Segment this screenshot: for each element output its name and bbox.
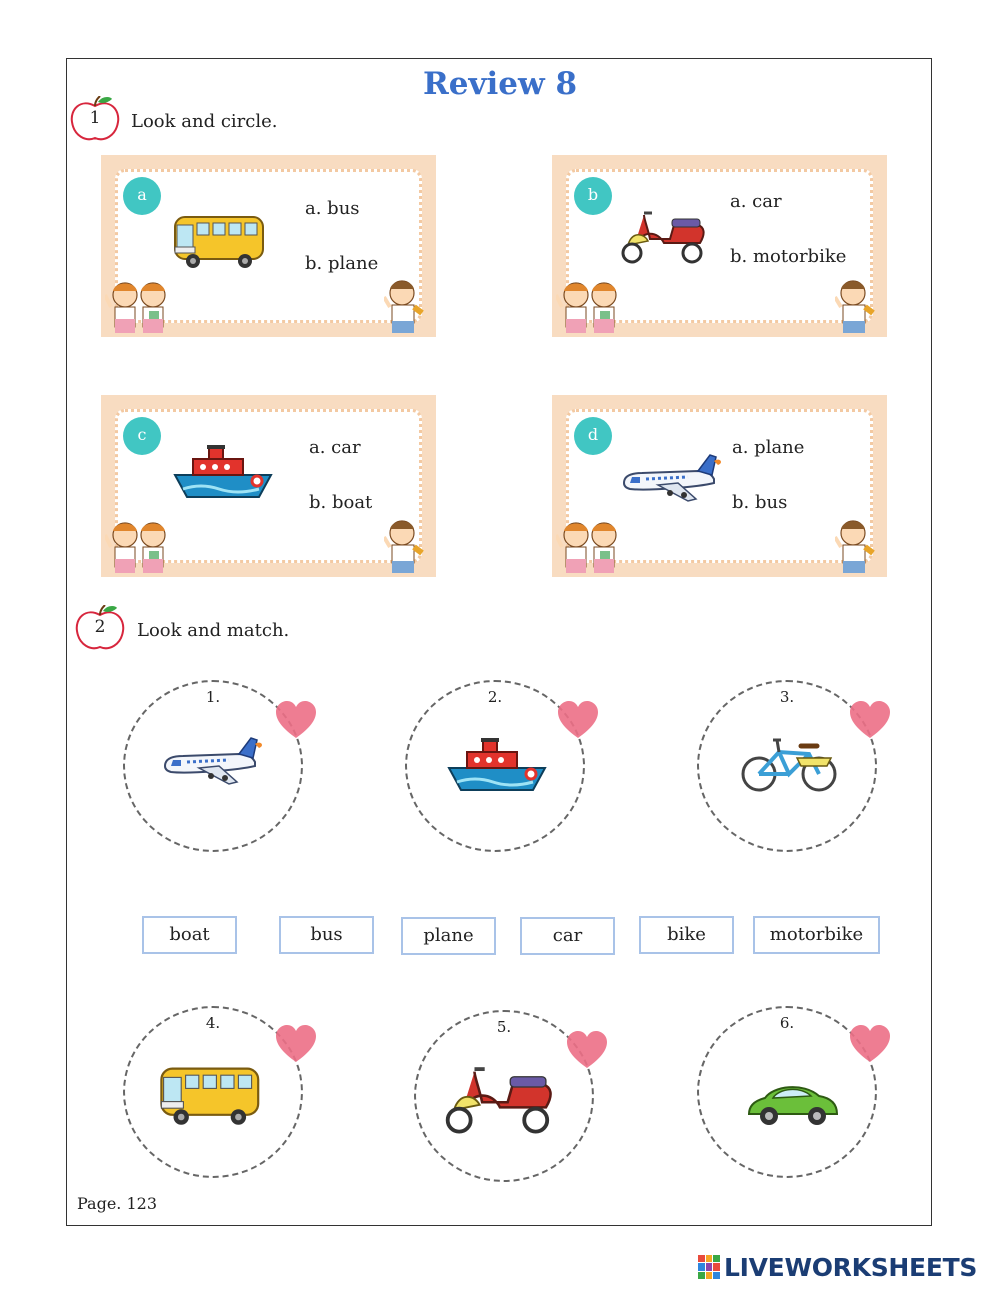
heart-icon	[848, 1024, 892, 1064]
card-badge: b	[574, 177, 612, 215]
section-1-instruction: Look and circle.	[131, 111, 278, 132]
picture-number: 3.	[779, 688, 795, 706]
heart-icon	[274, 1024, 318, 1064]
heart-icon	[565, 1030, 609, 1070]
brand-logo	[698, 1252, 977, 1282]
card-badge: d	[574, 417, 612, 455]
kids-illustration-icon	[556, 517, 622, 575]
word-box-plane[interactable]: plane	[401, 917, 496, 955]
circle-card-a	[101, 155, 436, 337]
picture-number: 4.	[205, 1014, 221, 1032]
boy-illustration-icon	[835, 277, 877, 335]
option-a[interactable]: a. car	[309, 437, 361, 458]
section-2-number-badge	[75, 605, 125, 651]
boat-icon	[445, 738, 551, 794]
option-b[interactable]: b. motorbike	[730, 246, 847, 267]
card-badge: c	[123, 417, 161, 455]
car-icon	[743, 1074, 843, 1130]
kids-illustration-icon	[556, 277, 622, 335]
option-a[interactable]: a. plane	[732, 437, 805, 458]
boy-illustration-icon	[384, 277, 426, 335]
section-1-number: 1	[89, 108, 101, 128]
brand-name: LIVEWORKSHEETS	[724, 1252, 978, 1282]
card-badge: a	[123, 177, 161, 215]
bike-icon	[739, 732, 839, 792]
liveworksheets-logo-icon	[698, 1255, 720, 1279]
picture-number: 2.	[487, 688, 503, 706]
heart-icon	[556, 700, 600, 740]
option-a[interactable]: a. car	[730, 191, 782, 212]
bus-icon	[157, 1062, 267, 1128]
plane-icon	[159, 736, 267, 790]
circle-card-c	[101, 395, 436, 577]
kids-illustration-icon	[105, 277, 171, 335]
picture-number: 6.	[779, 1014, 795, 1032]
page-number: Page. 123	[77, 1194, 158, 1213]
picture-number: 1.	[205, 688, 221, 706]
circle-card-d	[552, 395, 887, 577]
page-title: Review 8	[422, 66, 578, 102]
option-b[interactable]: b. plane	[305, 253, 379, 274]
word-box-motorbike[interactable]: motorbike	[753, 916, 880, 954]
word-box-boat[interactable]: boat	[142, 916, 237, 954]
word-box-bus[interactable]: bus	[279, 916, 374, 954]
motorbike-icon	[436, 1064, 564, 1138]
boy-illustration-icon	[384, 517, 426, 575]
heart-icon	[848, 700, 892, 740]
section-2-instruction: Look and match.	[137, 620, 290, 641]
heart-icon	[274, 700, 318, 740]
word-box-car[interactable]: car	[520, 917, 615, 955]
boy-illustration-icon	[835, 517, 877, 575]
kids-illustration-icon	[105, 517, 171, 575]
section-1-number-badge	[70, 96, 120, 142]
option-b[interactable]: b. bus	[732, 492, 788, 513]
bus-icon	[171, 211, 271, 271]
boat-icon	[171, 445, 277, 501]
motorbike-icon	[614, 209, 714, 267]
section-2-number: 2	[94, 617, 106, 637]
circle-card-b	[552, 155, 887, 337]
option-a[interactable]: a. bus	[305, 198, 360, 219]
word-box-bike[interactable]: bike	[639, 916, 734, 954]
plane-icon	[618, 453, 726, 507]
option-b[interactable]: b. boat	[309, 492, 373, 513]
picture-number: 5.	[496, 1018, 512, 1036]
